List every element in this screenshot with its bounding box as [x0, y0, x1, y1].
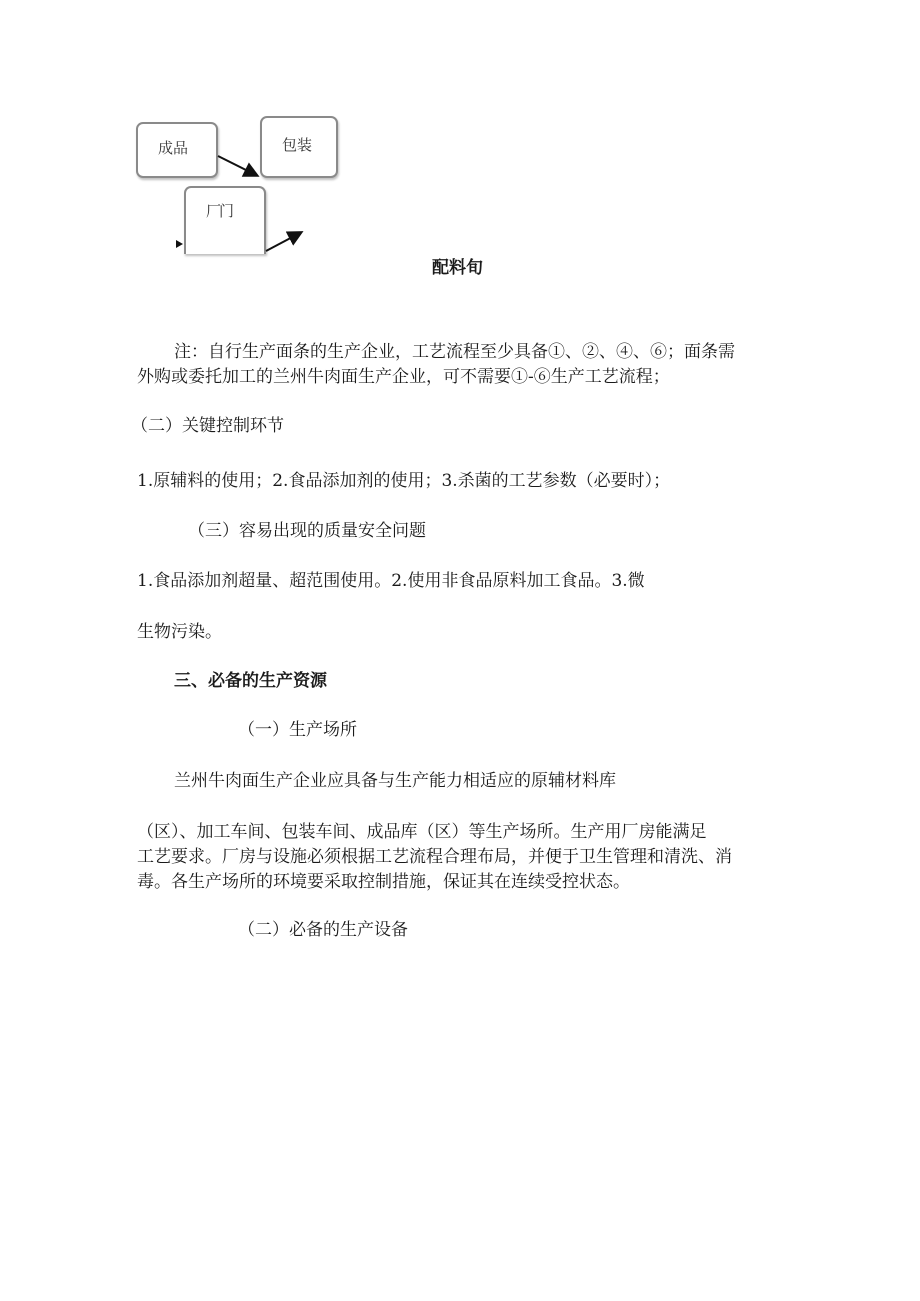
- equipment-heading: （二）必备的生产设备: [238, 920, 408, 940]
- key-control-heading: （二）关键控制环节: [131, 416, 284, 436]
- flow-arrow-finished-to-packing: [218, 156, 256, 175]
- site-heading: （一）生产场所: [238, 720, 357, 740]
- site-line-1: 兰州牛肉面生产企业应具备与生产能力相适应的原辅材料库: [174, 771, 616, 791]
- note-line-2: 外购或委托加工的兰州牛肉面生产企业，可不需要①-⑥生产工艺流程；: [137, 367, 670, 387]
- quality-line-1: 1.食品添加剂超量、超范围使用。2.使用非食品原料加工食品。3.微: [137, 571, 645, 591]
- flow-arrow-factory-up: [266, 233, 300, 251]
- site-line-2: （区）、加工车间、包装车间、成品库（区）等生产场所。生产用厂房能满足: [137, 822, 707, 842]
- flow-box-factory-label: 厂门: [206, 202, 233, 220]
- flow-arrow-into-factory: [176, 240, 183, 248]
- flow-box-finished-product-label: 成品: [158, 139, 189, 157]
- flow-arrows: [0, 0, 920, 270]
- key-control-body: 1.原辅料的使用；2.食品添加剂的使用；3.杀菌的工艺参数（必要时）；: [137, 471, 671, 491]
- note-line-1: 注：自行生产面条的生产企业，工艺流程至少具备①、②、④、⑥；面条需: [174, 342, 735, 362]
- site-line-4: 毒。各生产场所的环境要采取控制措施，保证其在连续受控状态。: [137, 872, 630, 892]
- flowchart-caption: 配料旬: [432, 258, 483, 278]
- resources-heading: 三、必备的生产资源: [174, 671, 327, 691]
- site-line-3: 工艺要求。厂房与设施必须根据工艺流程合理布局，并便于卫生管理和清洗、消: [137, 847, 732, 867]
- flow-box-packing-label: 包装: [282, 136, 313, 154]
- quality-line-2: 生物污染。: [137, 622, 222, 642]
- quality-heading: （三）容易出现的质量安全问题: [188, 521, 426, 541]
